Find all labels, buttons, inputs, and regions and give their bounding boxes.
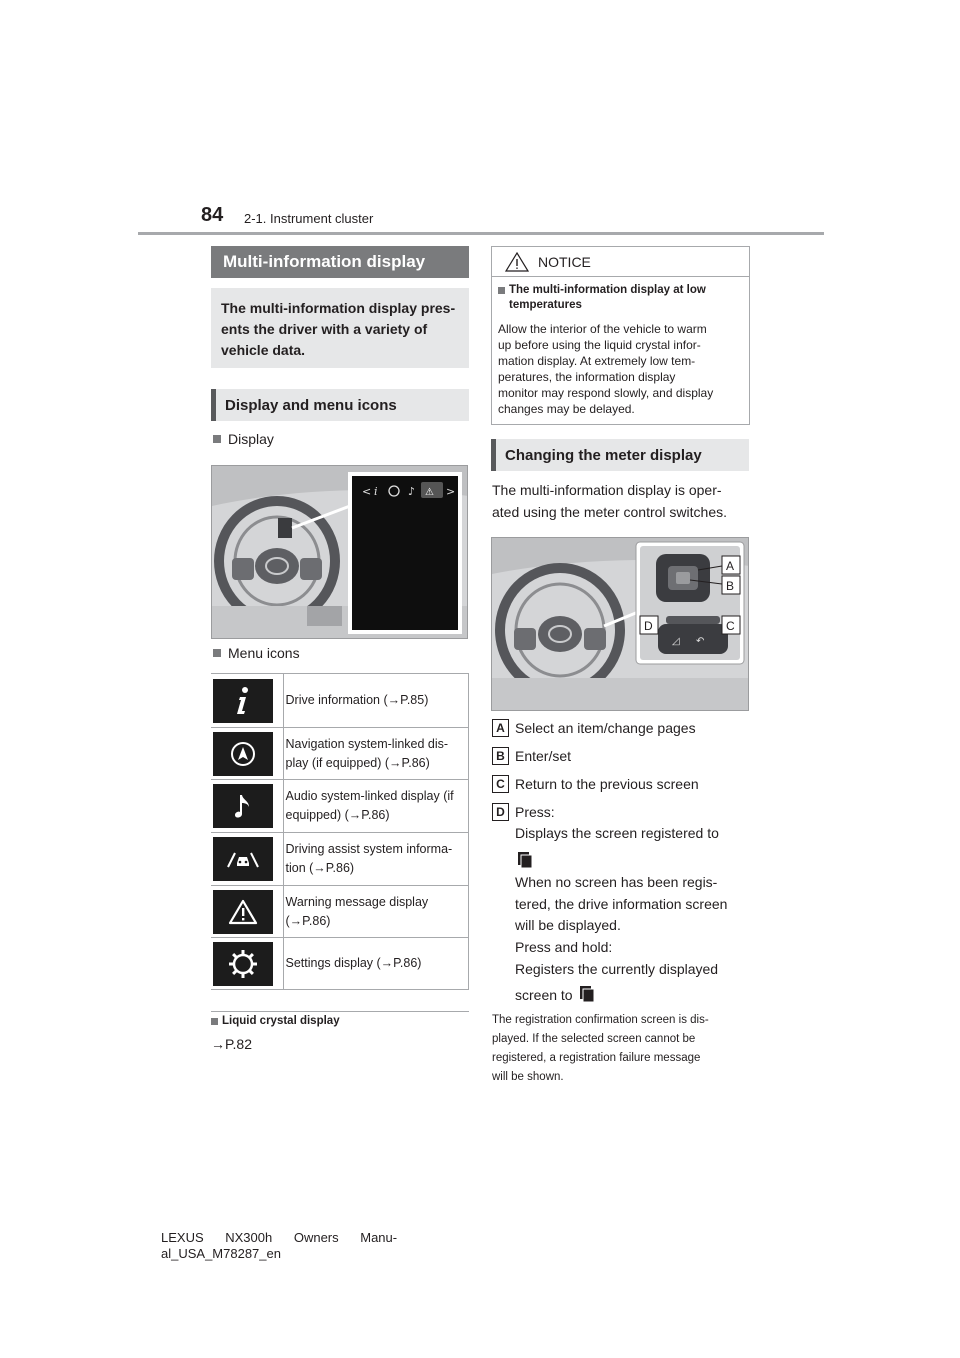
lcd-subhead <box>211 1015 340 1027</box>
stacked-screens-icon <box>516 850 536 870</box>
svg-text:i: i <box>374 485 378 498</box>
meter-intro <box>492 480 727 523</box>
item-d-text: Displays the screen registered to <box>515 825 719 841</box>
item-d-text: When no screen has been regis- <box>515 874 718 890</box>
driving-assist-icon <box>213 837 273 881</box>
display-subhead <box>213 431 274 447</box>
sub-heading <box>211 389 469 421</box>
item-d-text: Registers the currently displayed <box>515 961 719 977</box>
header-rule <box>138 232 824 235</box>
table-row <box>211 780 469 833</box>
navigation-icon <box>213 732 273 776</box>
menu-row-text: Warning message display <box>285 894 429 909</box>
bullet-square-icon <box>211 1018 218 1025</box>
item-d-text: tered, the drive information screen <box>515 896 728 912</box>
svg-text:B: B <box>726 579 735 593</box>
notice-title: NOTICE <box>538 253 591 270</box>
footer <box>161 1230 397 1262</box>
steering-switch-image <box>492 538 749 711</box>
menu-row-text: equipped) (→P.86) <box>285 808 390 822</box>
item-b-text: Enter/set <box>515 748 572 764</box>
item-a-text: Select an item/change pages <box>515 720 696 736</box>
display-illustration <box>211 465 468 639</box>
item-d-text: will be displayed. <box>515 917 621 933</box>
bullet-square-icon <box>213 435 221 443</box>
callout-c: C <box>492 775 509 793</box>
intro-line: The multi-information display pres- <box>221 300 456 316</box>
callout-d: D <box>492 803 509 821</box>
table-row <box>211 938 469 990</box>
note-line: The registration confirmation screen is dis- <box>492 1014 709 1026</box>
notice-text-line: Allow the interior of the vehicle to warm <box>498 322 707 336</box>
notice-text-line: up before using the liquid crystal infor- <box>498 338 701 352</box>
note-line: played. If the selected screen cannot be <box>492 1033 696 1045</box>
notice-text-line: changes may be delayed. <box>498 402 635 416</box>
main-heading <box>211 246 469 278</box>
menu-row-text: Navigation system-linked dis- <box>285 736 449 751</box>
info-icon <box>213 679 273 723</box>
divider <box>211 1011 469 1012</box>
svg-text:◿: ◿ <box>672 636 680 647</box>
bullet-square-icon <box>213 649 221 657</box>
menu-row-text: Settings display (→P.86) <box>285 956 422 970</box>
meter-switch-illustration <box>491 537 749 711</box>
svg-text:D: D <box>644 619 653 633</box>
table-row <box>211 728 469 780</box>
display-label: Display <box>228 431 274 447</box>
lcd-label: Liquid crystal display <box>222 1015 340 1027</box>
menu-icons-label: Menu icons <box>228 645 300 661</box>
footer-line: LEXUS NX300h Owners Manu- <box>161 1230 398 1245</box>
notice-box <box>491 246 750 425</box>
svg-text:↶: ↶ <box>696 636 705 647</box>
svg-text:<: < <box>362 485 372 498</box>
table-row <box>211 833 469 886</box>
warning-icon <box>213 890 273 934</box>
notice-body <box>492 277 749 423</box>
lcd-ref-link[interactable]: →P.82 <box>211 1036 252 1052</box>
menu-row-text: Driving assist system informa- <box>285 842 453 856</box>
callout-a: A <box>492 719 509 737</box>
note-line: registered, a registration failure message <box>492 1052 701 1064</box>
intro-line: ents the driver with a variety of <box>221 321 428 337</box>
menu-icons-table <box>211 673 469 990</box>
meter-display-heading <box>491 439 749 471</box>
svg-text:⚠: ⚠ <box>425 487 434 498</box>
item-d-text: Press and hold: <box>515 939 613 955</box>
notice-text-line: mation display. At extremely low tem- <box>498 354 696 368</box>
main-heading-text: Multi-information display <box>223 252 426 271</box>
menu-row-text: tion (→P.86) <box>285 861 355 875</box>
notice-text <box>498 321 743 417</box>
menu-row-text: (→P.86) <box>285 913 331 928</box>
page-number: 84 <box>201 204 224 226</box>
gear-icon <box>213 942 273 986</box>
intro-line: The multi-information display is oper- <box>492 482 722 498</box>
music-note-icon <box>213 784 273 828</box>
registration-note <box>492 1011 709 1087</box>
menu-row-text: Audio system-linked display (if <box>285 789 454 803</box>
item-c-text: Return to the previous screen <box>515 776 699 792</box>
sub-heading-text: Display and menu icons <box>225 396 397 414</box>
intro-line: ated using the meter control switches. <box>492 503 728 520</box>
footer-line: al_USA_M78287_en <box>161 1246 281 1261</box>
caution-triangle-icon <box>504 251 530 273</box>
bullet-square-icon <box>498 287 505 294</box>
notice-subtitle <box>498 283 743 313</box>
note-line: will be shown. <box>492 1071 564 1083</box>
svg-text:C: C <box>726 619 735 633</box>
callout-b: B <box>492 747 509 765</box>
steering-wheel-display-image <box>212 466 468 639</box>
notice-subtitle-line: temperatures <box>509 299 582 311</box>
notice-subtitle-line: The multi-information display at low <box>509 284 706 296</box>
meter-display-heading-text: Changing the meter display <box>505 446 702 464</box>
stacked-screens-icon <box>578 984 598 1004</box>
svg-text:A: A <box>726 559 735 573</box>
table-row <box>211 886 469 938</box>
intro-box <box>211 288 469 368</box>
table-row <box>211 674 469 728</box>
menu-row-text: play (if equipped) (→P.86) <box>285 755 430 770</box>
notice-text-line: peratures, the information display <box>498 370 676 384</box>
menu-row-text: Drive information (→P.85) <box>285 693 429 707</box>
notice-text-line: monitor may respond slowly, and display <box>498 386 714 400</box>
item-d-text: Press: <box>515 804 555 820</box>
svg-text:♪: ♪ <box>408 485 416 498</box>
intro-line: vehicle data. <box>221 342 306 358</box>
item-d-text: screen to <box>515 987 573 1003</box>
notice-header <box>492 247 749 277</box>
menu-icons-subhead <box>213 645 300 661</box>
section-title: 2-1. Instrument cluster <box>244 211 374 226</box>
svg-text:>: > <box>446 485 456 498</box>
